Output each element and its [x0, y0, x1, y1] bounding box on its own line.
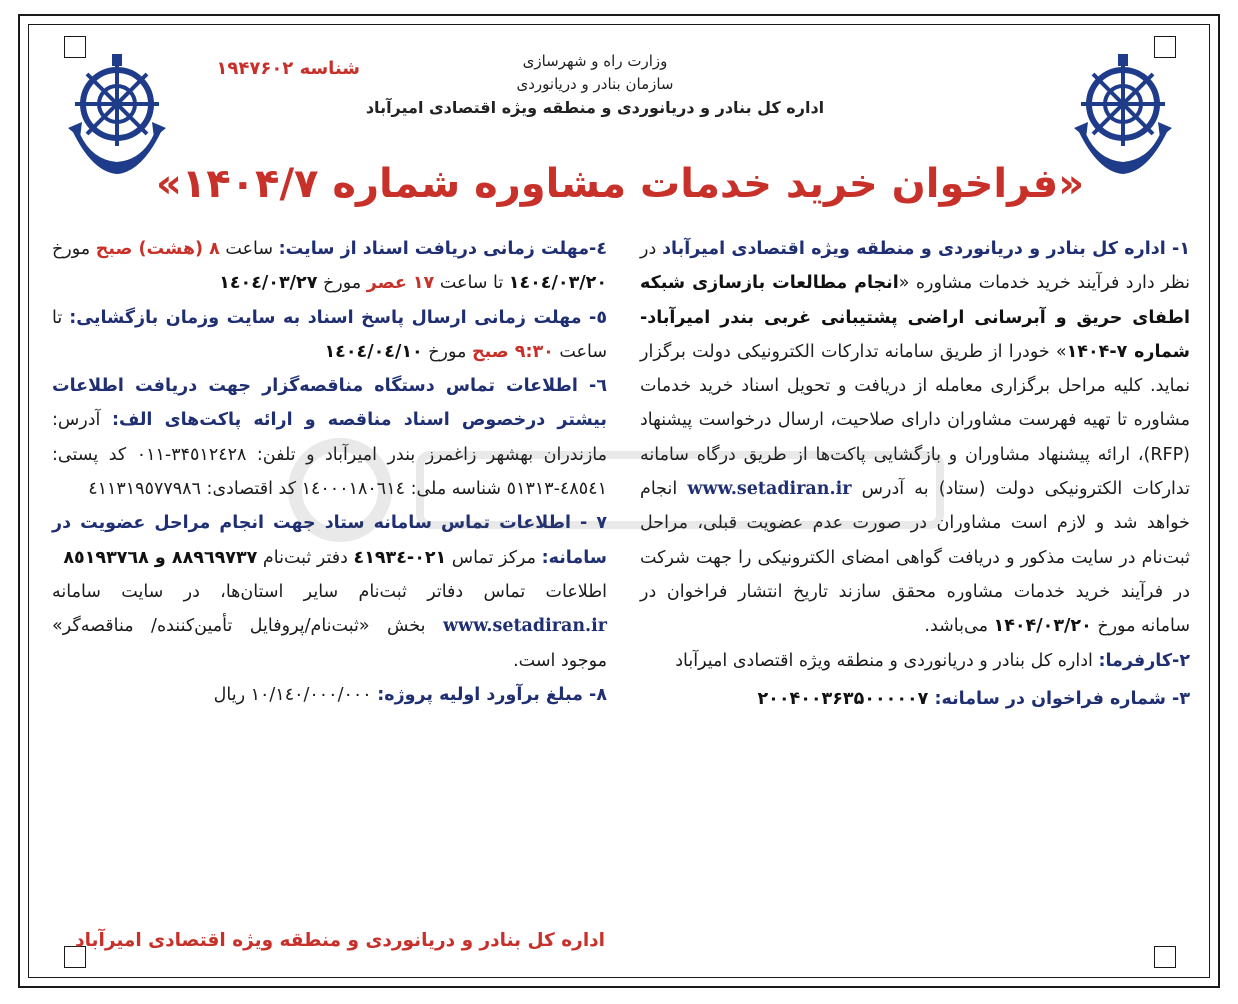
project-title: انجام مطالعات بازسازی شبکه اطفای حریق و آبرسانی اراضی پشتیبانی غربی بندر امیرآباد- شماره ۷-۱۴۰۴: [640, 273, 1190, 362]
item-1-heading: ۱- اداره کل بنادر و دریانوردی و منطقه ویژه اقتصادی امیرآباد: [662, 239, 1190, 259]
item-5-text: تا ساعت: [52, 307, 607, 362]
registration-phones: ۸۸۹٦۹۷۳۷ و ۸٥۱۹۳۷٦۸: [63, 547, 258, 568]
item-1: [640, 232, 1190, 644]
setad-url-link[interactable]: www.setadiran.ir: [687, 479, 852, 500]
item-6: [52, 369, 607, 506]
item-4-heading: ٤-مهلت زمانی دریافت اسناد از سایت:: [278, 239, 607, 259]
call-center-phone: ۰۲۱-٤۱۹۳٤: [353, 547, 447, 568]
item-2: [640, 644, 1190, 678]
start-date: ۱٤۰٤/۰۳/۲۰: [508, 273, 607, 294]
item-7: [52, 506, 607, 575]
frame-corner: [1154, 946, 1176, 968]
item-4-text: تا ساعت: [434, 273, 509, 294]
item-7-note-text: بخش «ثبت‌نام/پروفایل تأمین‌کننده/ مناقصه‌گر» موجود است.: [52, 616, 607, 671]
publish-date: ۱۴۰۴/۰۳/۲۰: [993, 616, 1092, 637]
item-4-text: مورخ: [317, 273, 367, 294]
department-name: اداره کل بنادر و دریانوردی و منطقه ویژه اقتصادی امیرآباد: [365, 98, 825, 117]
page-title: «فراخوان خرید خدمات مشاوره شماره ۱۴۰۴/۷»: [155, 161, 1085, 207]
item-8: [52, 678, 607, 712]
item-4-text: ساعت: [219, 239, 279, 259]
item-2-heading: ۲-کارفرما:: [1098, 650, 1190, 671]
identifier: شناسه ۱۹۴۷۶۰۲: [216, 58, 360, 79]
opening-date: ۱٤۰٤/۰٤/۱۰: [324, 341, 423, 362]
ministry-name: وزارت راه و شهرسازی: [522, 52, 668, 70]
item-4: [52, 232, 607, 301]
setad-url-link-2[interactable]: www.setadiran.ir: [442, 616, 607, 637]
opening-time: ۹:۳۰ صبح: [472, 341, 554, 362]
header: [360, 50, 830, 119]
item-5-text: مورخ: [422, 341, 472, 362]
organization-name: سازمان بنادر و دریانوردی: [516, 75, 674, 93]
item-3-heading: ۳- شماره فراخوان در سامانه:: [934, 688, 1190, 709]
item-7-heading: ۷ - اطلاعات تماس سامانه ستاد جهت انجام مراحل عضویت در سامانه:: [52, 513, 607, 568]
end-date: ۱٤۰٤/۰۳/۲۷: [219, 273, 318, 294]
item-5-heading: ٥- مهلت زمانی ارسال پاسخ اسناد به سایت وزمان بازگشایی:: [69, 307, 608, 328]
footer-signature: اداره کل بنادر و دریانوردی و منطقه ویژه اقتصادی امیرآباد: [75, 930, 605, 951]
item-3: [640, 682, 1190, 716]
item-6-heading: ٦- اطلاعات تماس دستگاه مناقصه‌گزار جهت دریافت اطلاعات بیشتر درخصوص اسناد مناقصه و ارائه پاکت‌های الف:: [52, 376, 607, 431]
item-4-text: مورخ: [52, 239, 96, 259]
item-8-heading: ۸- مبلغ برآورد اولیه پروژه:: [377, 684, 607, 705]
tender-number: ۲۰۰۴۰۰۳۶۳۵۰۰۰۰۰۷: [757, 688, 935, 709]
item-7-text: مرکز تماس: [446, 547, 542, 568]
right-column: [640, 232, 1190, 716]
item-1-text: در نظر دارد فرآیند خرید خدمات مشاوره «: [640, 239, 1190, 294]
item-1-text: می‌باشد.: [924, 616, 994, 637]
item-6-text: آدرس: مازندران بهشهر زاغمرز بندر امیرآباد و تلفن: ۳۴٥۱۲٤۲۸-۰۱۱ کد پستی: ٤۸٥٤۱-٥۱۳۱۳ شناسه ملی: ۱٤۰۰۰۱۸۰٦۱٤ کد اقتصادی: ٤۱۱۳۱۹٥۷۷۹۸٦: [52, 410, 607, 500]
item-1-text: انجام خواهد شد و لازم است مشاوران در صورت عدم عضویت قبلی، مراحل ثبت‌نام در سایت مذکور و دریافت گواهی امضای الکترونیکی را جهت شرکت در فرآیند خرید خدمات مشاوره محقق سازند تاریخ انتشار فراخوان در سامانه مورخ: [640, 479, 1190, 637]
item-7-note-text: اطلاعات تماس دفاتر ثبت‌نام سایر استان‌ها، در سایت سامانه: [52, 581, 607, 602]
estimated-amount: ۱۰/۱٤۰/۰۰۰/۰۰۰ ریال: [213, 684, 378, 705]
start-time: ۸ (هشت) صبح: [95, 239, 220, 259]
item-5: [52, 301, 607, 370]
item-2-text: اداره کل بنادر و دریانوردی و منطقه ویژه اقتصادی امیرآباد: [675, 650, 1099, 671]
item-1-text: » خودرا از طریق سامانه تدارکات الکترونیکی دولت برگزار نماید. کلیه مراحل برگزاری معامله از دریافت و تحویل اسناد خرید خدمات مشاوره تا تهیه فهرست مشاوران دارای صلاحیت، ارسال درخواست پیشنهاد (RFP)، ارائه پیشنهاد مشاوران و بازگشایی پاکت‌ها از طریق درگاه سامانه تدارکات الکترونیکی دولت (ستاد) به آدرس: [640, 341, 1190, 500]
end-time: ۱۷ عصر: [366, 273, 435, 294]
item-7-note: [52, 575, 607, 678]
item-7-text: دفتر ثبت‌نام: [257, 547, 354, 568]
left-column: [52, 232, 607, 712]
